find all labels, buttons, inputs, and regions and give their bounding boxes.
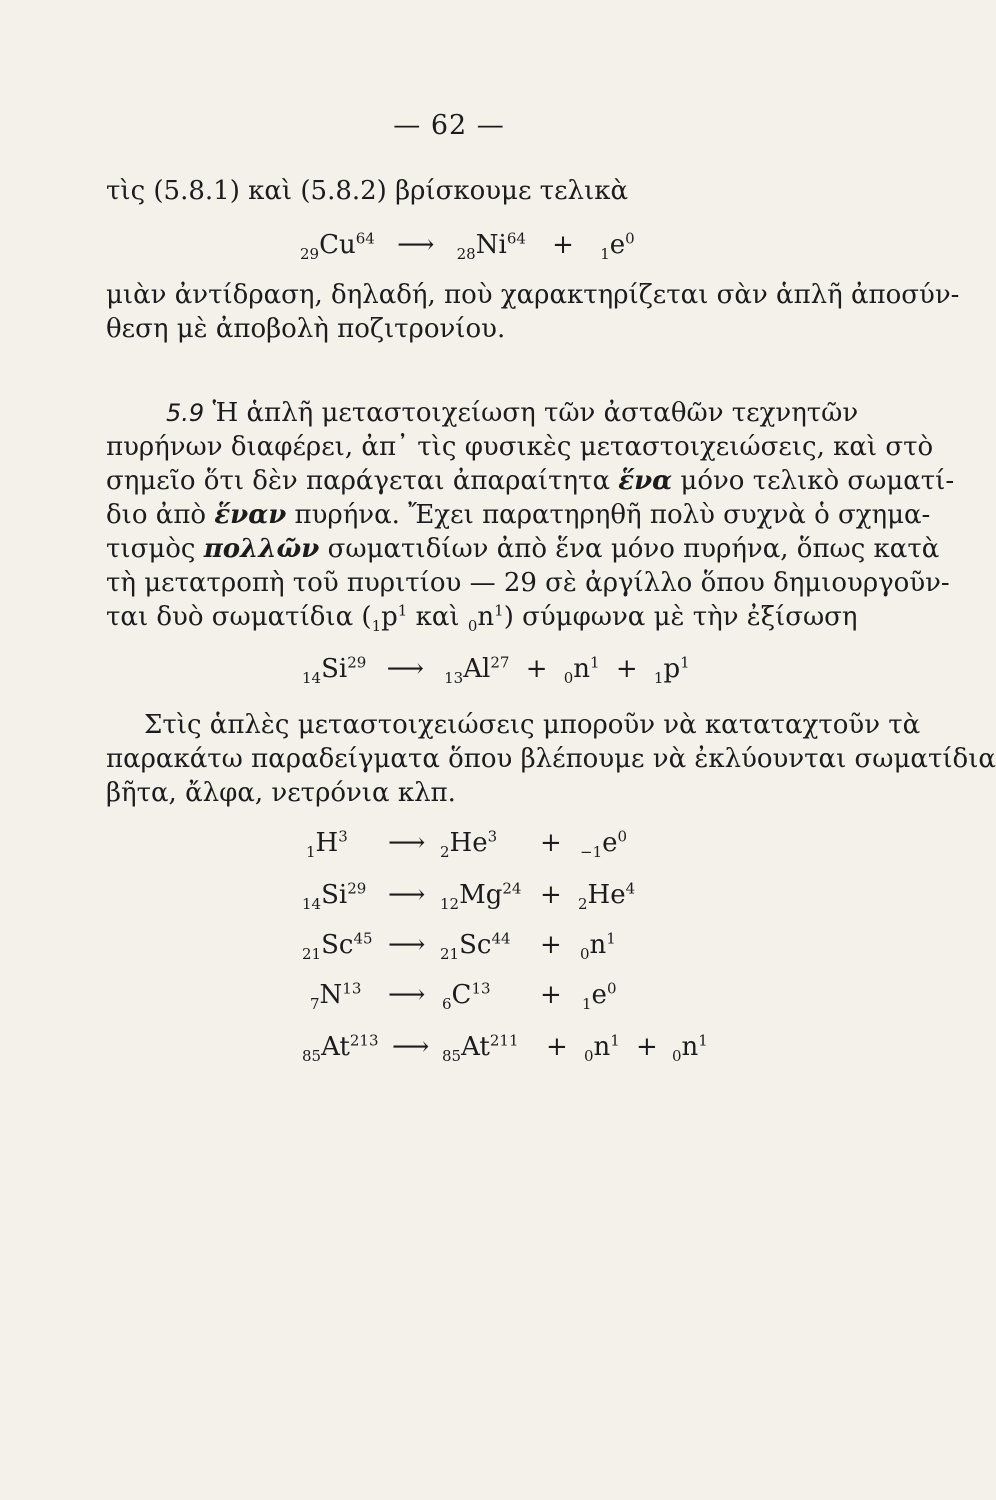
equation-cu-ni: $_{29}Cu^{64}$ ⟶ $_{28}Ni^{64} + _1e^0$ bbox=[300, 229, 635, 264]
text-line: ται δυὸ σωματίδια ($_1p^1$ καὶ $_0n^1$) σύμφωνα μὲ τὴν ἐξίσωση bbox=[106, 601, 858, 636]
text-line: πυρήνων διαφέρει, ἀπ᾽ τὶς φυσικὲς μεταστοιχειώσεις, καὶ στὸ bbox=[106, 432, 934, 462]
reaction-row: $_{14}Si^{29}$ ⟶ $_{12}Mg^{24}$ + $_2He^4$ bbox=[302, 879, 636, 914]
emphasis: πολλῶν bbox=[203, 534, 320, 564]
text-line: θεση μὲ ἀποβολὴ ποζιτρονίου. bbox=[106, 314, 506, 344]
reaction-row: $_{85}At^{213}$ ⟶ $_{85}At^{211}$ + $_0n^1$ + $_0n^1$ bbox=[302, 1031, 708, 1066]
text-line: διο ἀπὸ ἕναν πυρήνα. Ἔχει παρατηρηθῆ πολὺ συχνὰ ὁ σχημα- bbox=[106, 500, 931, 530]
page-number: — 62 — bbox=[393, 110, 505, 141]
text-line: Στὶς ἁπλὲς μεταστοιχειώσεις μποροῦν νὰ καταταχτοῦν τὰ bbox=[144, 710, 921, 740]
section-heading-line: 5.9 Ἡ ἁπλῆ μεταστοιχείωση τῶν ἀσταθῶν τεχνητῶν bbox=[166, 398, 859, 428]
text-line: τὴ μετατροπὴ τοῦ πυριτίου — 29 σὲ ἀργίλλο ὅπου δημιουργοῦν- bbox=[106, 568, 950, 598]
text-line: παρακάτω παραδείγματα ὅπου βλέπουμε νὰ ἐκλύουνται σωματίδια bbox=[106, 744, 996, 774]
text-line: τισμὸς πολλῶν σωματιδίων ἀπὸ ἕνα μόνο πυρήνα, ὅπως κατὰ bbox=[106, 534, 940, 564]
equation-si-al: $_{14}Si^{29}$ ⟶ $_{13}Al^{27} + _0n^1 + _1p^1$ bbox=[302, 653, 690, 688]
reaction-row: $_1H^3$ ⟶ $_2He^3$ + $_{-1}e^0$ bbox=[306, 827, 628, 862]
text-line: μιὰν ἀντίδραση, δηλαδή, ποὺ χαρακτηρίζεται σὰν ἁπλῆ ἀποσύν- bbox=[106, 280, 960, 310]
emphasis: ἕναν bbox=[214, 500, 287, 530]
section-number: 5.9 bbox=[166, 399, 205, 427]
reaction-row: $_{21}Sc^{45}$ ⟶ $_{21}Sc^{44}$ + $_0n^1$ bbox=[302, 929, 616, 964]
text-line: τὶς (5.8.1) καὶ (5.8.2) βρίσκουμε τελικὰ bbox=[106, 176, 629, 206]
text-line: σημεῖο ὅτι δὲν παράγεται ἀπαραίτητα ἕνα μόνο τελικὸ σωματί- bbox=[106, 466, 955, 496]
emphasis: ἕνα bbox=[618, 466, 673, 496]
reaction-row: $_7N^{13}$ ⟶ $_6C^{13}$ + $_1e^0$ bbox=[310, 979, 617, 1014]
text-line: βῆτα, ἄλφα, νετρόνια κλπ. bbox=[106, 778, 456, 808]
